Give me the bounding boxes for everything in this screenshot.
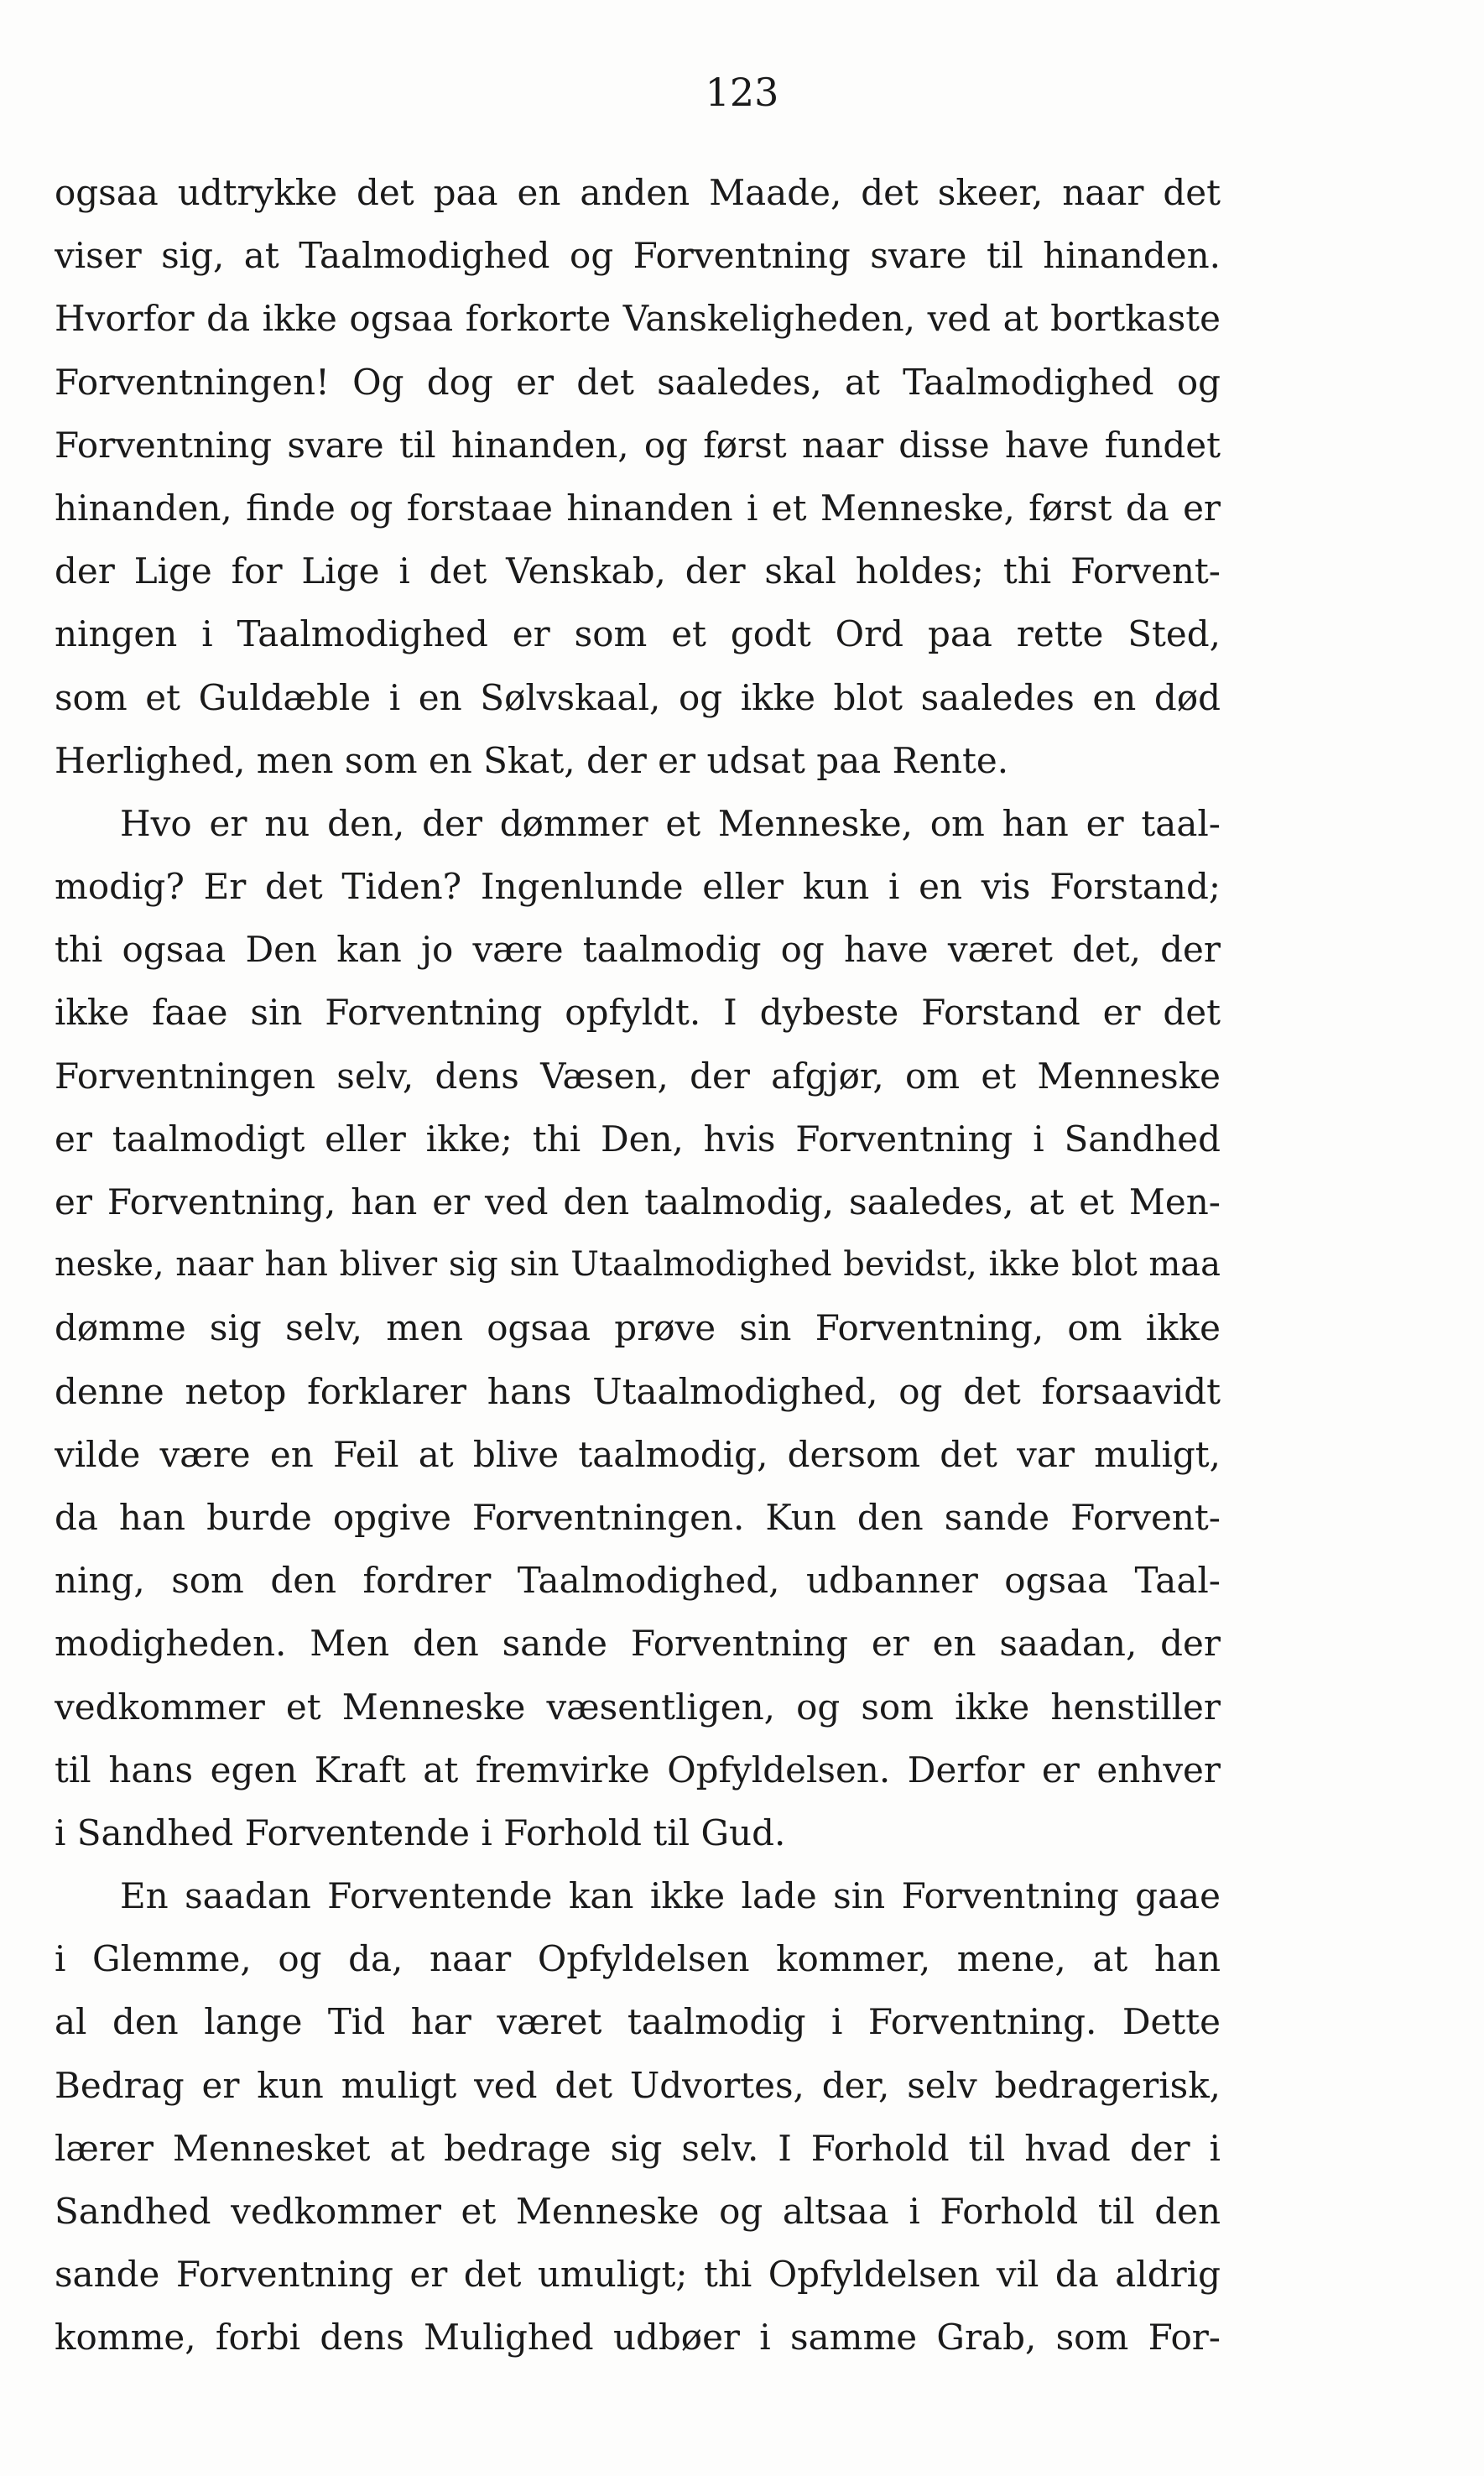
text-line: Forventningen selv, dens Væsen, der afgjør, om et Menneske bbox=[55, 1055, 1221, 1097]
text-line: al den lange Tid har været taalmodig i Forventning. Dette bbox=[55, 2001, 1221, 2043]
text-line: Sandhed vedkommer et Menneske og altsaa i Forhold til den bbox=[55, 2191, 1221, 2232]
text-line: modig? Er det Tiden? Ingenlunde eller kun i en vis Forstand; bbox=[55, 866, 1221, 908]
text-line: thi ogsaa Den kan jo være taalmodig og have været det, der bbox=[55, 929, 1221, 971]
text-line: der Lige for Lige i det Venskab, der skal holdes; thi Forvent- bbox=[55, 550, 1221, 592]
text-line: er Forventning, han er ved den taalmodig, saaledes, at et Men- bbox=[55, 1181, 1221, 1222]
text-line: neske, naar han bliver sig sin Utaalmodighed bevidst, ikke blot maa bbox=[55, 1245, 1221, 1285]
text-line: i Glemme, og da, naar Opfyldelsen kommer, mene, at han bbox=[55, 1938, 1221, 1980]
text-line: ningen i Taalmodighed er som et godt Ord paa rette Sted, bbox=[55, 613, 1221, 655]
text-line: Hvorfor da ikke ogsaa forkorte Vanskeligheden, ved at bortkaste bbox=[55, 298, 1221, 340]
text-line: vedkommer et Menneske væsentligen, og som ikke henstiller bbox=[55, 1686, 1221, 1728]
text-line: til hans egen Kraft at fremvirke Opfyldelsen. Derfor er enhver bbox=[55, 1749, 1221, 1791]
text-line: lærer Mennesket at bedrage sig selv. I Forhold til hvad der i bbox=[55, 2127, 1221, 2169]
text-line: er taalmodigt eller ikke; thi Den, hvis Forventning i Sandhed bbox=[55, 1118, 1221, 1160]
text-line: hinanden, finde og forstaae hinanden i et Menneske, først da er bbox=[55, 487, 1221, 529]
text-line: ning, som den fordrer Taalmodighed, udbanner ogsaa Taal- bbox=[55, 1560, 1221, 1602]
text-line: sande Forventning er det umuligt; thi Opfyldelsen vil da aldrig bbox=[55, 2254, 1221, 2296]
page-number: 123 bbox=[705, 70, 779, 115]
text-line: dømme sig selv, men ogsaa prøve sin Forventning, om ikke bbox=[55, 1307, 1221, 1349]
text-line: viser sig, at Taalmodighed og Forventning svare til hinanden. bbox=[55, 235, 1221, 277]
text-line: En saadan Forventende kan ikke lade sin Forventning gaae bbox=[120, 1875, 1221, 1917]
text-line: ikke faae sin Forventning opfyldt. I dybeste Forstand er det bbox=[55, 992, 1221, 1034]
text-line: Forventning svare til hinanden, og først naar disse have fundet bbox=[55, 424, 1221, 466]
text-line: som et Guldæble i en Sølvskaal, og ikke blot saaledes en død bbox=[55, 676, 1221, 718]
text-line: Herlighed, men som en Skat, der er udsat paa Rente. bbox=[55, 739, 1009, 781]
text-line: i Sandhed Forventende i Forhold til Gud. bbox=[55, 1811, 786, 1853]
text-line: modigheden. Men den sande Forventning er en saadan, der bbox=[55, 1623, 1221, 1665]
body-text bbox=[55, 161, 1221, 2369]
text-line: komme, forbi dens Mulighed udbøer i samme Grab, som For- bbox=[55, 2317, 1221, 2359]
text-line: Hvo er nu den, der dømmer et Menneske, om han er taal- bbox=[120, 802, 1221, 844]
text-line: Bedrag er kun muligt ved det Udvortes, der, selv bedragerisk, bbox=[55, 2064, 1221, 2106]
text-line: Forventningen! Og dog er det saaledes, at Taalmodighed og bbox=[55, 361, 1221, 403]
text-line: ogsaa udtrykke det paa en anden Maade, det skeer, naar det bbox=[55, 172, 1221, 213]
text-line: da han burde opgive Forventningen. Kun den sande Forvent- bbox=[55, 1496, 1221, 1538]
text-line: denne netop forklarer hans Utaalmodighed, og det forsaavidt bbox=[55, 1370, 1221, 1412]
text-line: vilde være en Feil at blive taalmodig, dersom det var muligt, bbox=[55, 1433, 1221, 1475]
